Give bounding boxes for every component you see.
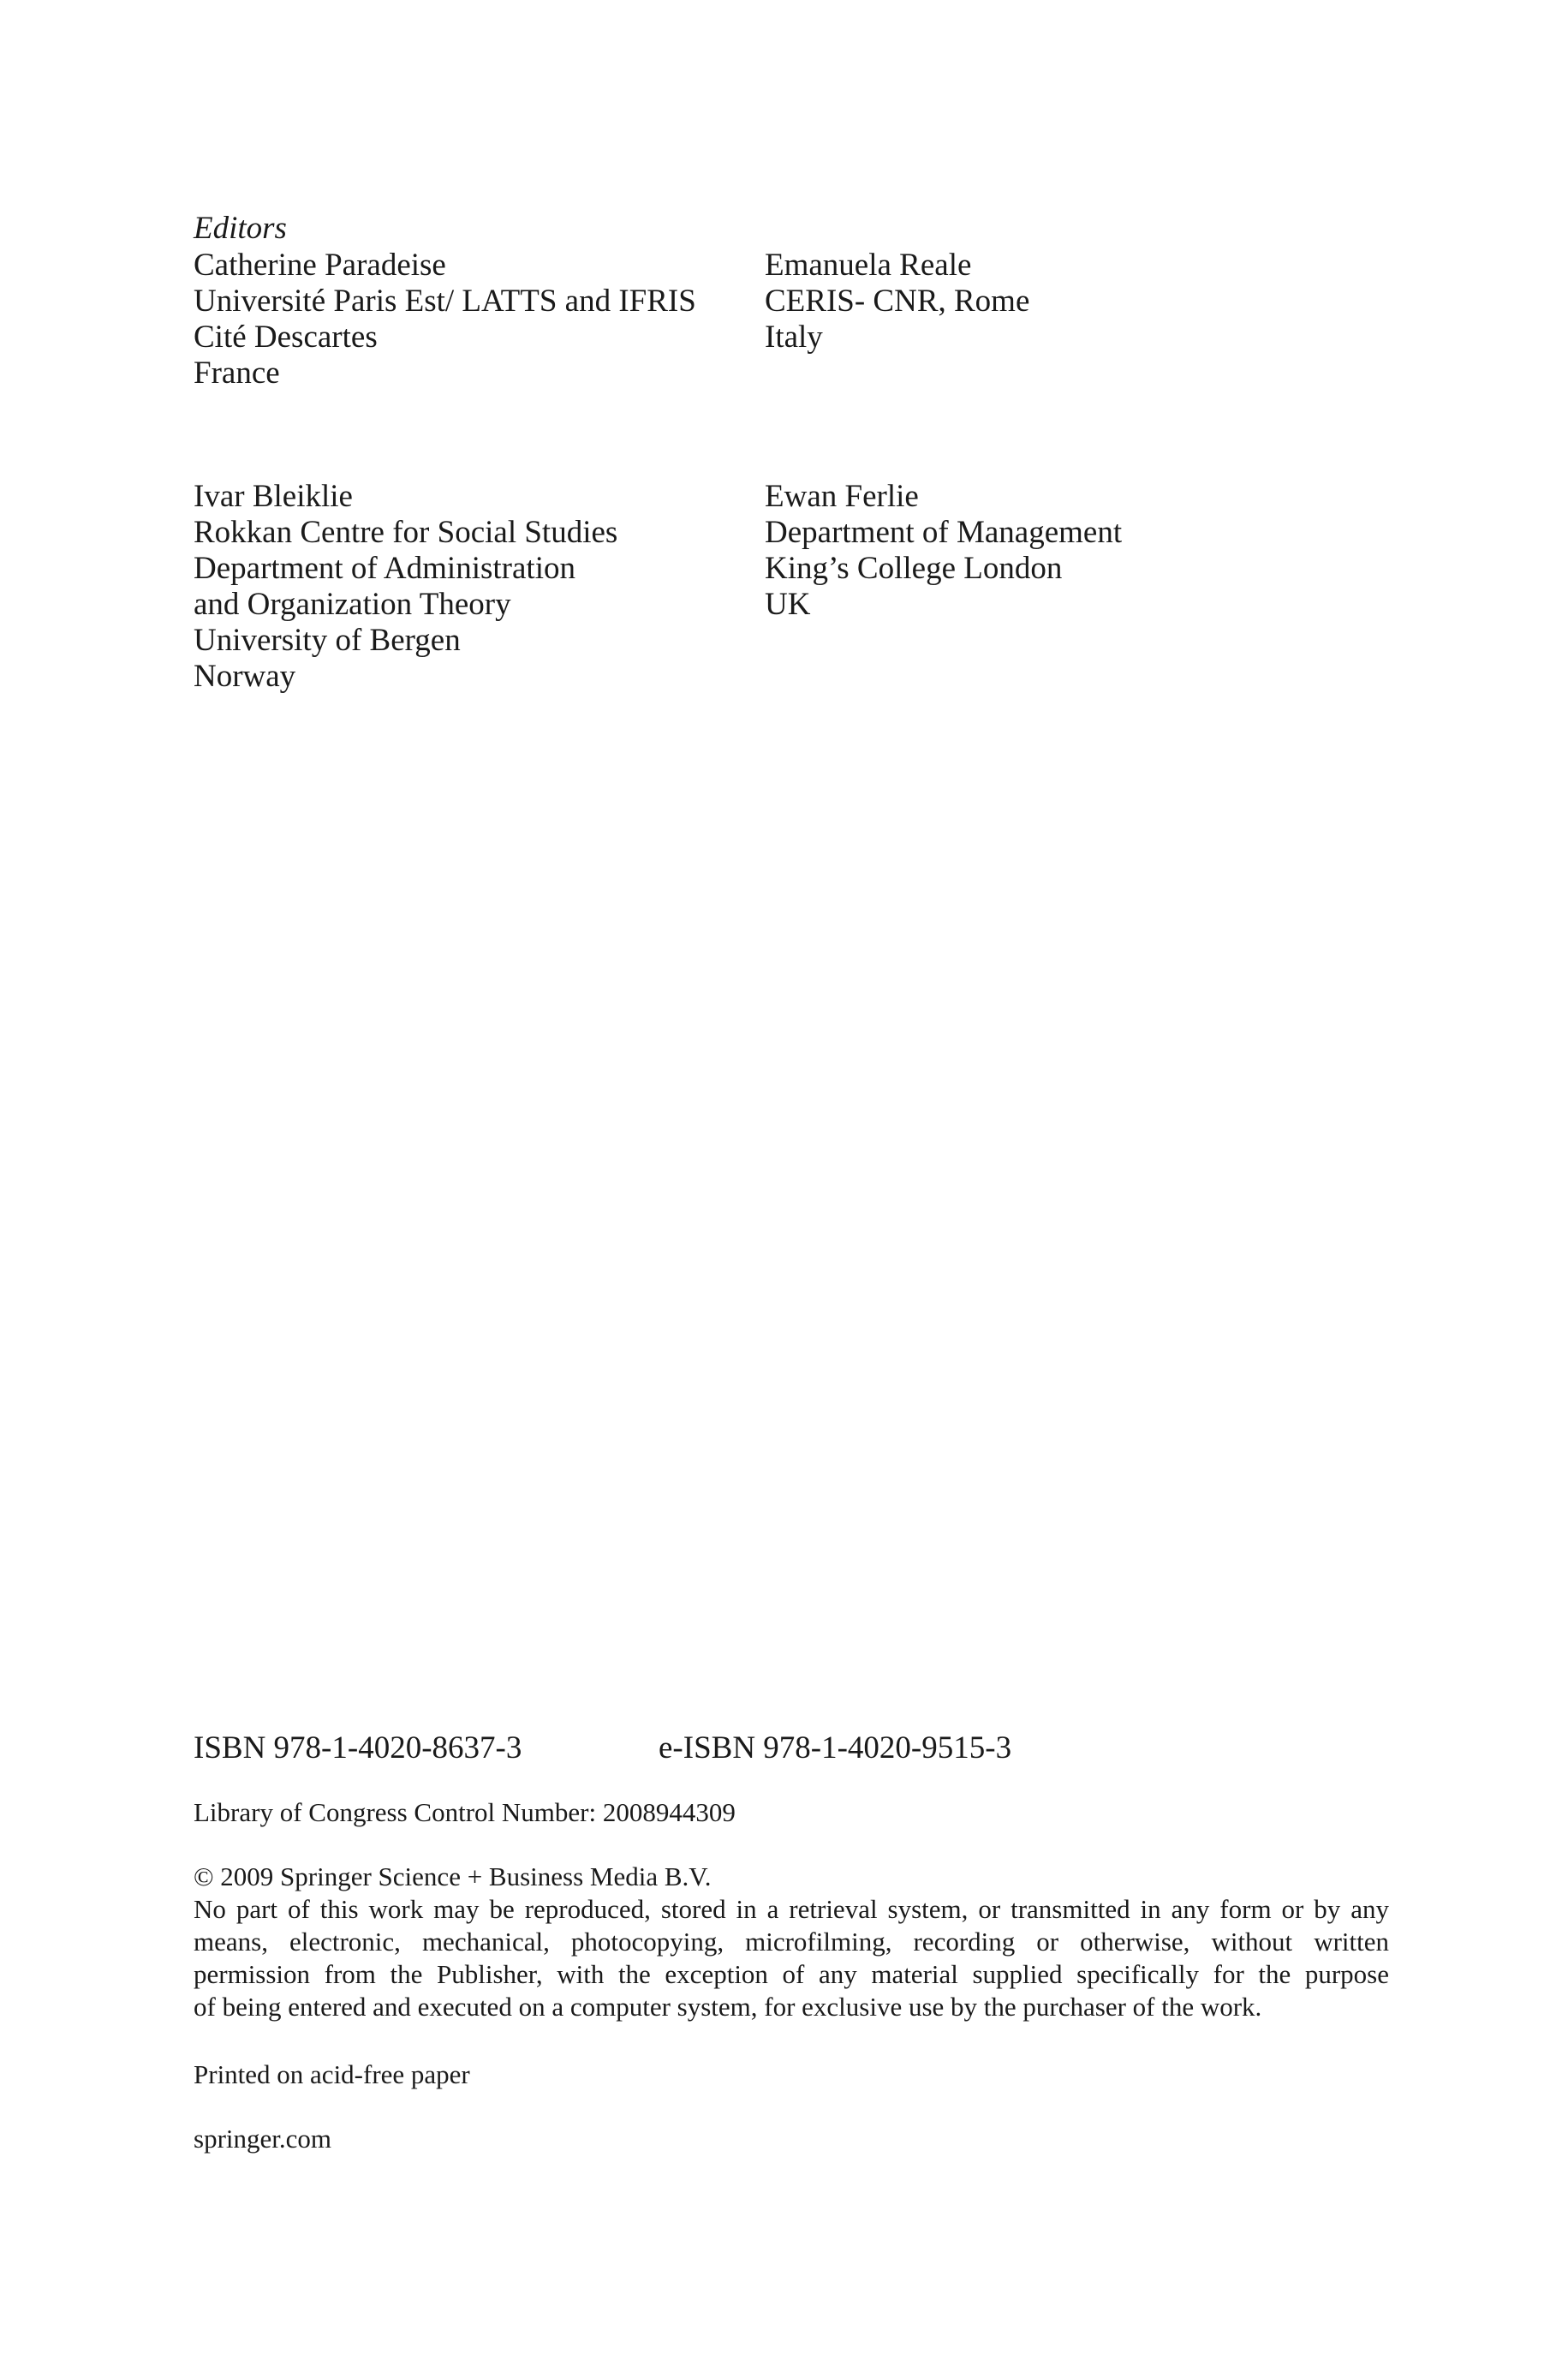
editor-affiliation-line: University of Bergen (194, 623, 461, 658)
editor-affiliation-line: CERIS- CNR, Rome (765, 284, 1030, 319)
editor-name: Emanuela Reale (765, 248, 972, 283)
editor-name: Ewan Ferlie (765, 479, 919, 514)
copyright-notice (194, 1861, 1389, 2023)
editor-affiliation-line: and Organization Theory (194, 587, 511, 622)
rights-line: permission from the Publisher, with the exception of any material supplied specifically for the purpose (194, 1959, 1389, 1989)
editors-heading: Editors (194, 211, 287, 246)
editor-name: Ivar Bleiklie (194, 479, 353, 514)
editor-affiliation-line: Cité Descartes (194, 320, 378, 355)
editor-entry-ferlie (765, 479, 1122, 623)
editor-affiliation-line: Rokkan Centre for Social Studies (194, 515, 618, 550)
lccn: Library of Congress Control Number: 2008944309 (194, 1797, 736, 1827)
editor-affiliation-line: King’s College London (765, 551, 1063, 586)
editor-entry-bleiklie (194, 479, 617, 695)
editor-name: Catherine Paradeise (194, 248, 446, 283)
rights-line: No part of this work may be reproduced, stored in a retrieval system, or transmitted in any form or by any (194, 1894, 1389, 1924)
editor-affiliation-line: Italy (765, 320, 823, 355)
editor-affiliation-line: France (194, 356, 280, 391)
rights-line: means, electronic, mechanical, photocopying, microfilming, recording or otherwise, without written (194, 1927, 1389, 1957)
publisher-website: springer.com (194, 2124, 331, 2154)
editor-entry-reale (765, 248, 1029, 356)
rights-line: of being entered and executed on a computer system, for exclusive use by the purchaser of the work. (194, 1992, 1262, 2022)
printed-note: Printed on acid-free paper (194, 2059, 470, 2089)
editor-affiliation-line: Université Paris Est/ LATTS and IFRIS (194, 284, 696, 319)
editors-label (194, 211, 287, 247)
editor-affiliation-line: Department of Administration (194, 551, 575, 586)
editor-entry-paradeise (194, 248, 696, 391)
editor-affiliation-line: UK (765, 587, 811, 622)
copyright-line: © 2009 Springer Science + Business Media B.V. (194, 1861, 712, 1891)
editor-affiliation-line: Department of Management (765, 515, 1123, 550)
editor-affiliation-line: Norway (194, 659, 296, 694)
e-isbn: e-ISBN 978-1-4020-9515-3 (659, 1730, 1012, 1766)
isbn: ISBN 978-1-4020-8637-3 (194, 1730, 522, 1766)
